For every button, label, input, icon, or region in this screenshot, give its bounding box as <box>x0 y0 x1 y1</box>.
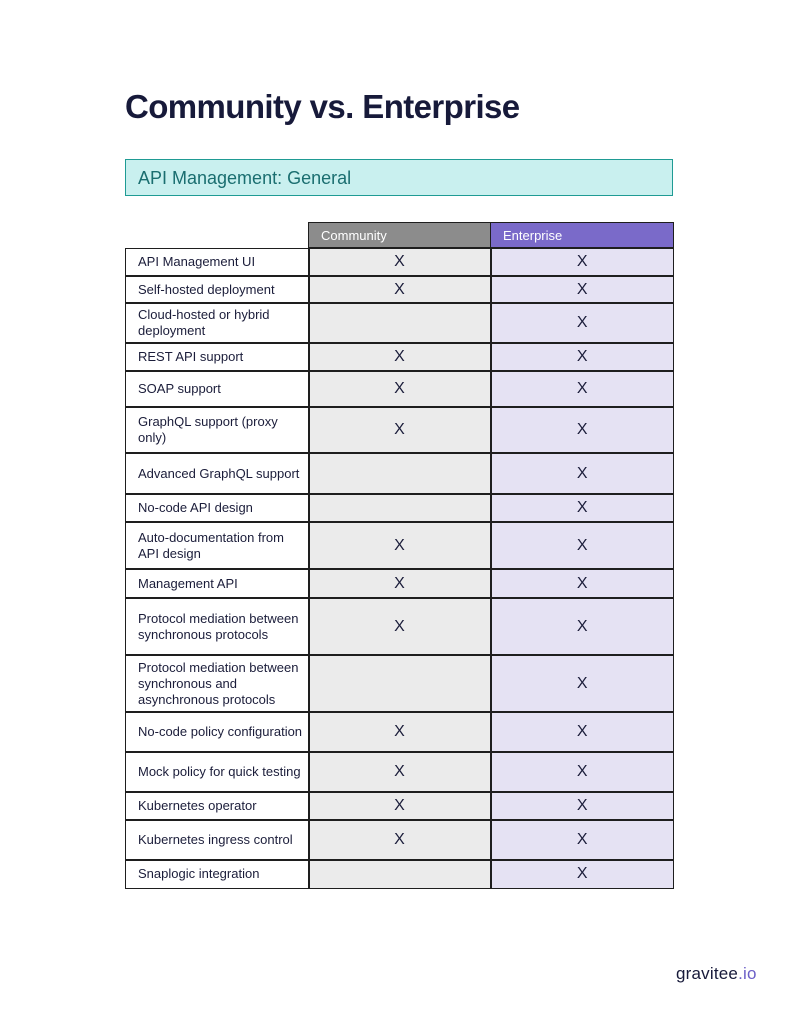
community-mark <box>309 303 491 343</box>
header-blank-cell <box>126 223 309 249</box>
enterprise-mark: X <box>491 371 674 407</box>
community-mark <box>309 860 491 888</box>
enterprise-mark: X <box>491 655 674 712</box>
community-mark: X <box>309 522 491 569</box>
section-title: API Management: General <box>138 168 352 188</box>
feature-label: No-code policy configuration <box>126 712 309 752</box>
table-row <box>126 453 674 494</box>
brand-suffix: .io <box>738 964 757 983</box>
table-row <box>126 371 674 407</box>
table-row <box>126 276 674 303</box>
community-mark: X <box>309 248 491 276</box>
feature-label: Snaplogic integration <box>126 860 309 888</box>
table-row <box>126 303 674 343</box>
feature-label: REST API support <box>126 343 309 371</box>
feature-label: No-code API design <box>126 494 309 522</box>
table-row <box>126 598 674 655</box>
enterprise-mark: X <box>491 248 674 276</box>
community-mark: X <box>309 276 491 303</box>
community-mark <box>309 655 491 712</box>
enterprise-mark: X <box>491 494 674 522</box>
feature-label: GraphQL support (proxy only) <box>126 407 309 453</box>
community-mark <box>309 453 491 494</box>
feature-label: Auto-documentation from API design <box>126 522 309 569</box>
enterprise-mark: X <box>491 303 674 343</box>
enterprise-mark: X <box>491 598 674 655</box>
feature-label: Kubernetes operator <box>126 792 309 820</box>
community-mark: X <box>309 820 491 860</box>
gravitee-logo <box>676 964 757 984</box>
enterprise-mark: X <box>491 820 674 860</box>
table-row <box>126 343 674 371</box>
community-mark: X <box>309 752 491 792</box>
feature-label: Management API <box>126 569 309 598</box>
enterprise-mark: X <box>491 569 674 598</box>
feature-label: API Management UI <box>126 248 309 276</box>
brand-name: gravitee <box>676 964 739 983</box>
feature-label: SOAP support <box>126 371 309 407</box>
community-mark <box>309 494 491 522</box>
feature-label: Advanced GraphQL support <box>126 453 309 494</box>
community-mark: X <box>309 371 491 407</box>
header-community: Community <box>309 223 491 249</box>
community-mark: X <box>309 407 491 453</box>
community-mark: X <box>309 792 491 820</box>
community-mark: X <box>309 712 491 752</box>
table-row <box>126 569 674 598</box>
enterprise-mark: X <box>491 522 674 569</box>
feature-label: Cloud-hosted or hybrid deployment <box>126 303 309 343</box>
table-row <box>126 820 674 860</box>
comparison-table <box>125 222 674 889</box>
enterprise-mark: X <box>491 860 674 888</box>
feature-label: Self-hosted deployment <box>126 276 309 303</box>
table-row <box>126 522 674 569</box>
enterprise-mark: X <box>491 407 674 453</box>
table-row <box>126 248 674 276</box>
feature-label: Mock policy for quick testing <box>126 752 309 792</box>
enterprise-mark: X <box>491 276 674 303</box>
page-title: Community vs. Enterprise <box>125 88 520 125</box>
table-header-row <box>126 223 674 249</box>
table-row <box>126 712 674 752</box>
table-row <box>126 494 674 522</box>
section-banner <box>125 159 673 196</box>
table-row <box>126 860 674 888</box>
table-row <box>126 407 674 453</box>
feature-label: Protocol mediation between synchronous protocols <box>126 598 309 655</box>
feature-label: Kubernetes ingress control <box>126 820 309 860</box>
enterprise-mark: X <box>491 343 674 371</box>
header-enterprise: Enterprise <box>491 223 674 249</box>
table-row <box>126 792 674 820</box>
community-mark: X <box>309 598 491 655</box>
enterprise-mark: X <box>491 712 674 752</box>
enterprise-mark: X <box>491 792 674 820</box>
feature-label: Protocol mediation between synchronous and asynchronous protocols <box>126 655 309 712</box>
community-mark: X <box>309 569 491 598</box>
enterprise-mark: X <box>491 752 674 792</box>
community-mark: X <box>309 343 491 371</box>
table-row <box>126 752 674 792</box>
enterprise-mark: X <box>491 453 674 494</box>
table-row <box>126 655 674 712</box>
